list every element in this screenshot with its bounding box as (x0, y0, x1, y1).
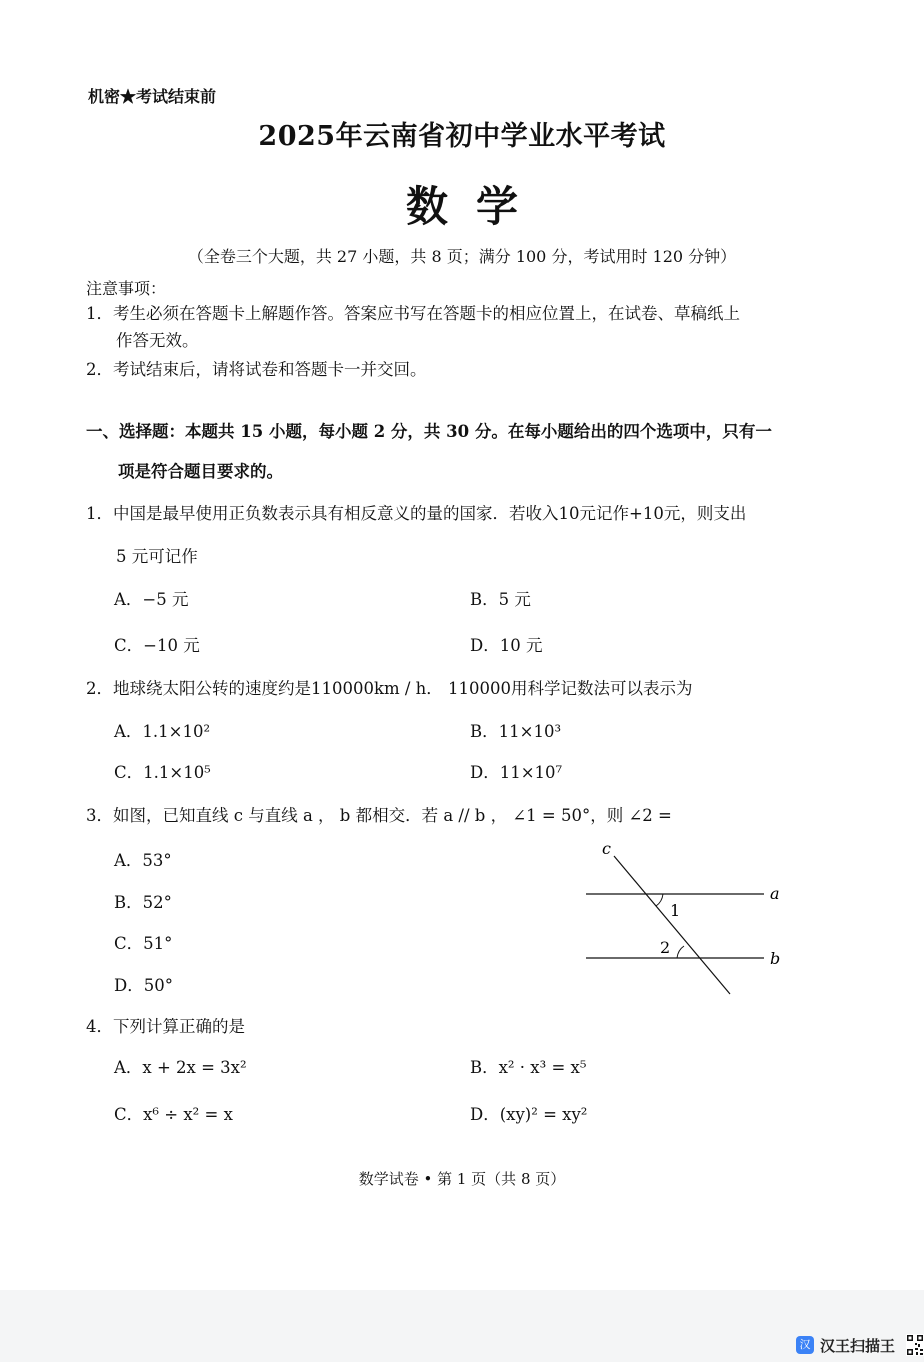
angle-1-arc (656, 894, 663, 906)
question-3-option-c: C．51° (114, 934, 173, 953)
question-1-option-d: D．10 元 (470, 636, 543, 655)
question-1-option-c: C．−10 元 (114, 636, 200, 655)
question-1-option-b: B．5 元 (470, 590, 531, 609)
exam-title: 2025年云南省初中学业水平考试 (258, 121, 666, 152)
note-2: 2．考试结束后，请将试卷和答题卡一并交回。 (86, 360, 427, 379)
page-footer: 数学试卷 • 第 1 页（共 8 页） (358, 1170, 566, 1188)
label-a: a (770, 884, 780, 903)
scanner-bottom-strip (0, 1290, 924, 1362)
confidential-mark: 机密★考试结束前 (88, 87, 217, 106)
angle-2-arc (677, 946, 684, 958)
question-1-stem-line-1: 1．中国是最早使用正负数表示具有相反意义的量的国家．若收入10元记作+10元，则支出 (86, 504, 747, 523)
question-3-option-b: B．52° (114, 893, 172, 912)
question-2-option-d: D．11×10⁷ (470, 763, 563, 782)
subject-title: 数学 (405, 182, 546, 231)
note-1-line-1: 1．考生必须在答题卡上解题作答。答案应书写在答题卡的相应位置上，在试卷、草稿纸上 (86, 304, 740, 323)
note-1-line-2: 作答无效。 (116, 331, 199, 350)
label-b: b (770, 949, 781, 968)
question-4-option-b: B．x² · x³ = x⁵ (470, 1058, 587, 1077)
parallel-lines-figure (580, 838, 790, 1000)
line-c (614, 856, 730, 994)
section-1-heading-line-1: 一、选择题：本题共 15 小题，每小题 2 分，共 30 分。在每小题给出的四个选项中，只有一 (86, 422, 772, 441)
exam-info: （全卷三个大题，共 27 小题，共 8 页；满分 100 分，考试用时 120 分钟） (187, 247, 737, 266)
qr-code-icon (906, 1334, 924, 1356)
question-1-option-a: A．−5 元 (114, 590, 189, 609)
question-4-option-d: D．(xy)² = xy² (470, 1105, 588, 1124)
scanner-app-icon: 汉 (796, 1336, 814, 1354)
question-2-stem: 2．地球绕太阳公转的速度约是110000km / h． 110000用科学记数法可以表示为 (86, 679, 693, 698)
question-2-option-b: B．11×10³ (470, 722, 562, 741)
label-angle-2: 2 (660, 938, 671, 957)
label-c: c (602, 839, 611, 858)
scanner-watermark-label: 汉王扫描王 (820, 1337, 896, 1355)
section-1-heading-line-2: 项是符合题目要求的。 (118, 462, 283, 481)
question-3-option-d: D．50° (114, 976, 173, 995)
question-4-option-a: A．x + 2x = 3x² (114, 1058, 247, 1077)
question-2-option-c: C．1.1×10⁵ (114, 763, 211, 782)
question-1-stem-line-2: 5 元可记作 (116, 547, 198, 566)
question-4-stem: 4．下列计算正确的是 (86, 1017, 245, 1036)
notes-heading: 注意事项： (86, 279, 167, 298)
question-4-option-c: C．x⁶ ÷ x² = x (114, 1105, 233, 1124)
label-angle-1: 1 (670, 901, 681, 920)
question-2-option-a: A．1.1×10² (114, 722, 211, 741)
question-3-stem: 3．如图，已知直线 c 与直线 a ， b 都相交．若 a // b ， ∠1 = 50°，则 ∠2 = (86, 806, 672, 825)
question-3-option-a: A．53° (114, 851, 172, 870)
